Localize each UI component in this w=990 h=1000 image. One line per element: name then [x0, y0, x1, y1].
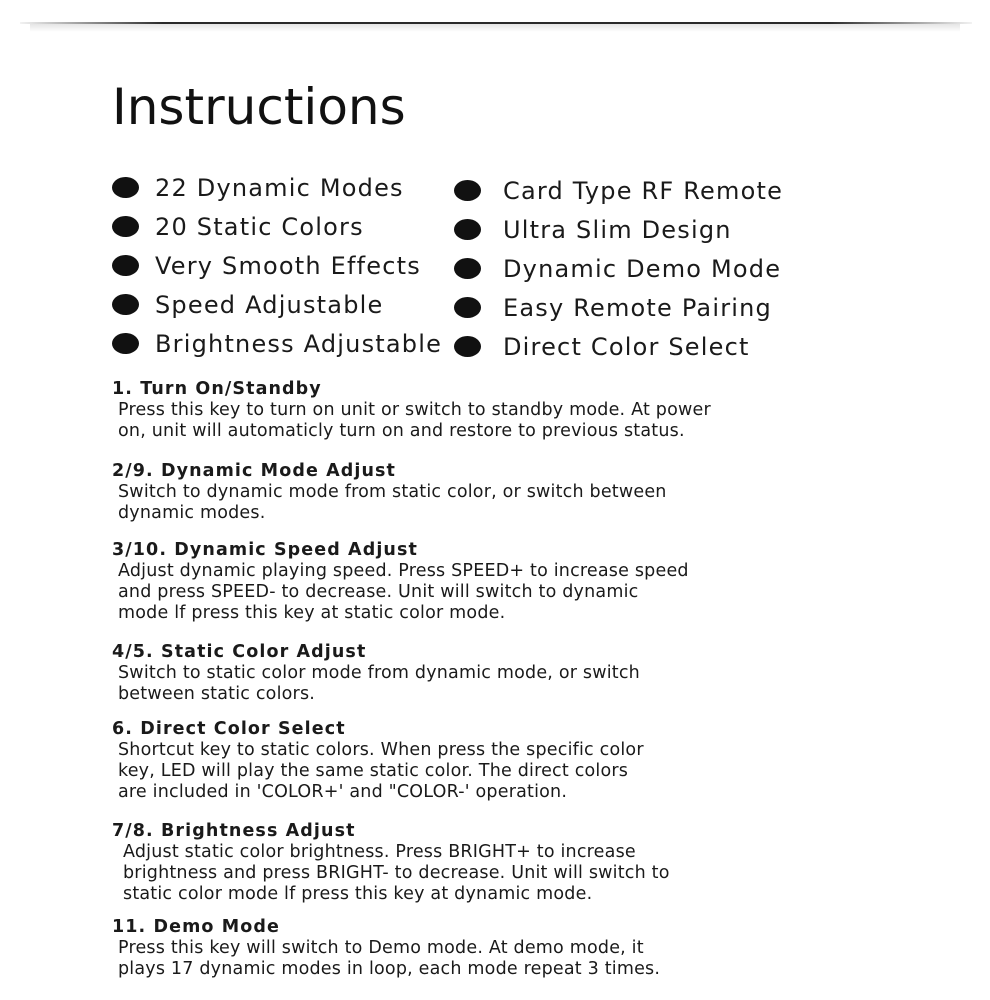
- section-line: key, LED will play the same static color. The direct colors: [118, 761, 629, 781]
- section-text: [118, 740, 798, 803]
- feature-label: Speed Adjustable: [155, 290, 384, 319]
- section-brightness-adjust: [112, 820, 812, 905]
- feature-label: Easy Remote Pairing: [503, 293, 772, 322]
- bullet-icon: [112, 216, 139, 237]
- section-line: Switch to static color mode from dynamic mode, or switch: [118, 663, 640, 683]
- section-line: plays 17 dynamic modes in loop, each mode repeat 3 times.: [118, 959, 661, 979]
- bullet-icon: [112, 294, 139, 315]
- section-text: [118, 561, 798, 624]
- section-text: [118, 400, 798, 442]
- section-direct-color-select: [112, 718, 812, 803]
- feature-label: Direct Color Select: [503, 332, 750, 361]
- section-line: mode lf press this key at static color mode.: [118, 603, 506, 623]
- section-line: Adjust dynamic playing speed. Press SPEED+ to increase speed: [118, 561, 689, 581]
- feature-item: [454, 171, 783, 210]
- bullet-icon: [112, 255, 139, 276]
- section-heading: 3/10. Dynamic Speed Adjust: [112, 540, 418, 560]
- section-line: Press this key will switch to Demo mode. At demo mode, it: [118, 938, 644, 958]
- feature-item: [112, 168, 442, 207]
- section-line: Adjust static color brightness. Press BRIGHT+ to increase: [123, 842, 636, 862]
- feature-item: [454, 288, 783, 327]
- feature-item: [112, 207, 442, 246]
- section-heading: 4/5. Static Color Adjust: [112, 642, 367, 662]
- section-text: [123, 842, 803, 905]
- feature-label: 22 Dynamic Modes: [155, 173, 404, 202]
- section-text: [118, 663, 798, 705]
- bullet-icon: [454, 219, 481, 240]
- bullet-icon: [112, 333, 139, 354]
- feature-list-right: [454, 171, 783, 366]
- feature-label: Very Smooth Effects: [155, 251, 421, 280]
- section-line: Switch to dynamic mode from static color, or switch between: [118, 482, 667, 502]
- bullet-icon: [454, 258, 481, 279]
- section-line: Shortcut key to static colors. When press the specific color: [118, 740, 644, 760]
- section-line: dynamic modes.: [118, 503, 266, 523]
- section-line: Press this key to turn on unit or switch to standby mode. At power: [118, 400, 711, 420]
- feature-label: 20 Static Colors: [155, 212, 364, 241]
- feature-label: Ultra Slim Design: [503, 215, 732, 244]
- section-heading: 1. Turn On/Standby: [112, 379, 322, 399]
- section-heading: 6. Direct Color Select: [112, 719, 346, 739]
- section-text: [118, 938, 798, 980]
- bullet-icon: [454, 336, 481, 357]
- feature-item: [454, 327, 783, 366]
- feature-item: [112, 324, 442, 363]
- bullet-icon: [454, 180, 481, 201]
- section-heading: 7/8. Brightness Adjust: [112, 821, 356, 841]
- section-static-color-adjust: [112, 641, 812, 705]
- section-demo-mode: [112, 916, 812, 980]
- section-line: brightness and press BRIGHT- to decrease. Unit will switch to: [123, 863, 670, 883]
- section-heading: 2/9. Dynamic Mode Adjust: [112, 461, 397, 481]
- section-line: static color mode lf press this key at dynamic mode.: [123, 884, 593, 904]
- section-dynamic-mode-adjust: [112, 460, 812, 524]
- section-turn-on-standby: [112, 378, 812, 442]
- feature-list-left: [112, 168, 442, 363]
- section-heading: 11. Demo Mode: [112, 917, 280, 937]
- section-text: [118, 482, 798, 524]
- feature-label: Card Type RF Remote: [503, 176, 784, 205]
- section-line: between static colors.: [118, 684, 316, 704]
- section-line: are included in 'COLOR+' and "COLOR-' operation.: [118, 782, 568, 802]
- section-line: and press SPEED- to decrease. Unit will switch to dynamic: [118, 582, 639, 602]
- feature-label: Brightness Adjustable: [155, 329, 443, 358]
- bullet-icon: [454, 297, 481, 318]
- page-title: Instructions: [112, 78, 406, 136]
- bullet-icon: [112, 177, 139, 198]
- top-divider-shadow: [30, 24, 960, 32]
- section-line: on, unit will automaticly turn on and restore to previous status.: [118, 421, 685, 441]
- feature-item: [112, 246, 442, 285]
- feature-item: [112, 285, 442, 324]
- feature-label: Dynamic Demo Mode: [503, 254, 782, 283]
- section-dynamic-speed-adjust: [112, 539, 812, 624]
- feature-item: [454, 249, 783, 288]
- feature-item: [454, 210, 783, 249]
